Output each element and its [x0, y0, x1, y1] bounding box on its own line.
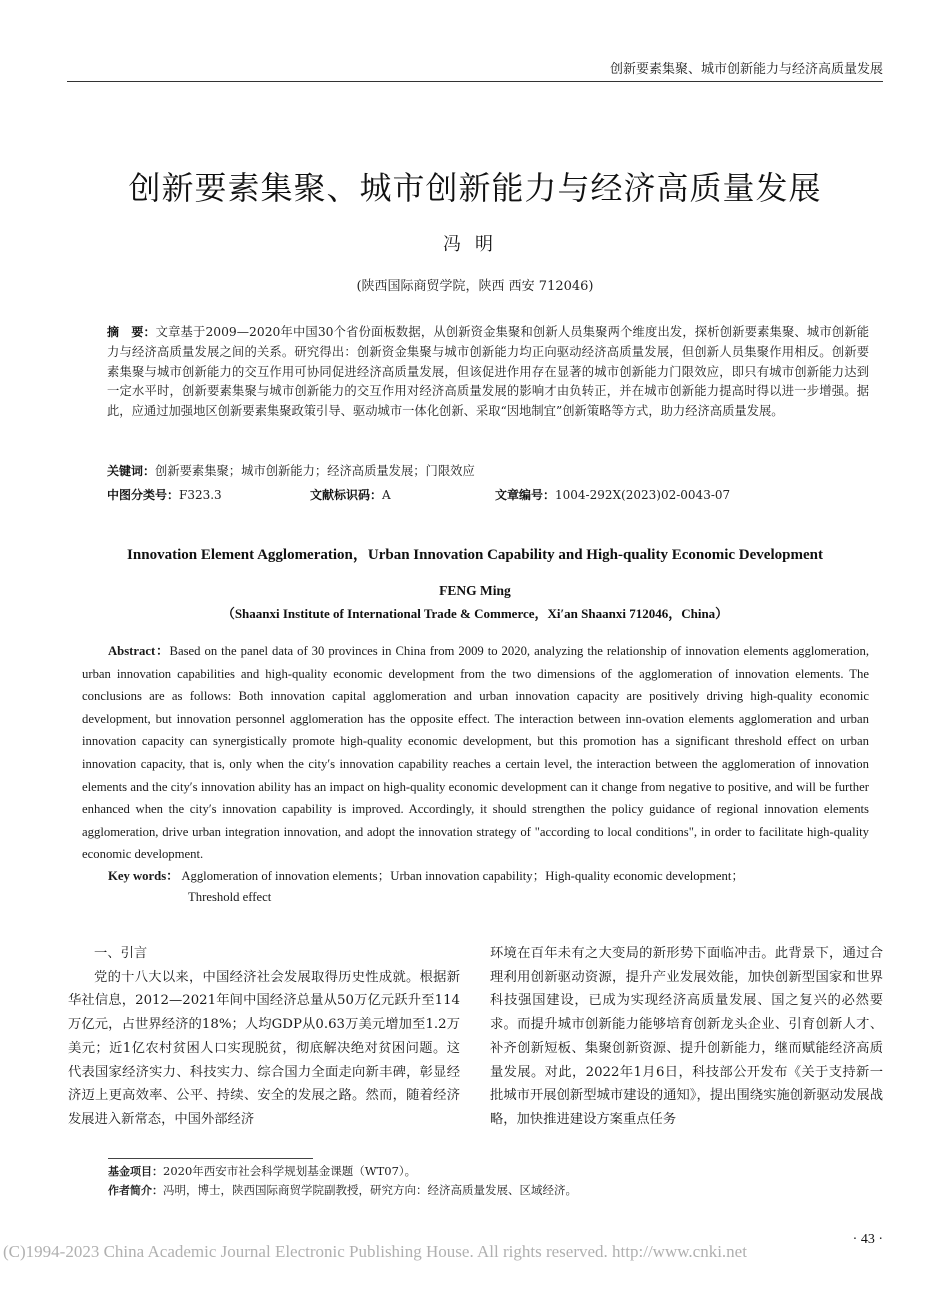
document-code-label: 文献标识码：	[310, 488, 383, 502]
abstract-en	[82, 640, 869, 866]
author-name-en: FENG Ming	[439, 583, 511, 598]
running-head: 创新要素集聚、城市创新能力与经济高质量发展	[609, 62, 883, 77]
affiliation-en: （Shaanxi Institute of International Trade & Commerce，Xi′an Shaanxi 712046，China）	[221, 606, 729, 621]
author-name-zh: 冯明	[443, 234, 507, 255]
affiliation-zh: (陕西国际商贸学院，陕西 西安 712046)	[356, 279, 594, 294]
body-column-left	[68, 942, 460, 1132]
footnote-rule	[108, 1158, 313, 1159]
abstract-zh	[107, 323, 869, 422]
keywords-en-line1	[108, 866, 869, 887]
classification-line	[107, 486, 869, 504]
footnote-fund-text: 2020年西安市社会科学规划基金课题（WT07）。	[163, 1164, 417, 1178]
body-paragraph-left: 党的十八大以来，中国经济社会发展取得历史性成就。根据新华社信息，2012—2021年间中国经济总量从50万亿元跃升至114万亿元，占世界经济的18%；人均GDP从0.63万美元增加至1.2万美元；近1亿农村贫困人口实现脱贫，彻底解决绝对贫困问题。这代表国家经济实力、科技实力、综合国力全面走向新丰碑，彰显经济迈上更高效率、公平、持续、安全的发展之路。然而，随着经济发展进入新常态，中国外部经济	[68, 969, 460, 1127]
section-heading-introduction: 一、引言	[94, 946, 148, 961]
footnote-fund-label: 基金项目：	[108, 1165, 163, 1178]
header-rule	[67, 81, 883, 82]
document-code	[310, 486, 391, 503]
footnote-author-text: 冯明，博士，陕西国际商贸学院副教授，研究方向：经济高质量发展、区域经济。	[163, 1183, 577, 1197]
keywords-en	[108, 866, 869, 908]
article-number-value: 1004-292X(2023)02-0043-07	[555, 488, 731, 502]
keywords-en-line2: Threshold effect	[188, 890, 272, 904]
footnote-author	[108, 1181, 883, 1200]
footnotes	[108, 1162, 883, 1200]
footnote-author-label: 作者简介：	[108, 1184, 163, 1197]
keywords-zh-label: 关键词：	[107, 464, 156, 478]
article-number	[495, 486, 730, 503]
body-column-right	[490, 942, 883, 1132]
abstract-en-text: Based on the panel data of 30 provinces in China from 2009 to 2020, analyzing the relationship of innovation elements agglomeration, urban innovation capabilities and high-quality economic development from the two dimensions of the agglomeration of innovation elements. The conclusions are as follows: Both innovation capital agglomeration and urban innovation capacity are positively driving high-quality economic development, but innovation personnel agglomeration has the opposite effect. The interaction between inn-ovation elements agglomeration and urban innovation capacity can synergistically promote high-quality economic development, but this promotion has a significant threshold effect on urban innovation capacity, that is, only when the city′s innovation capability reaches a certain level, the interaction between the agglomeration of innovation elements and the city′s innovation ability has an impact on high-quality economic development can it change from negative to positive, and will be further enhanced when the city′s innovation capability is improved. Accordingly, it should strengthen the policy guidance of regional innovation elements agglomeration, drive urban integration innovation, and adopt the innovation strategy of "according to local conditions", in order to facilitate high-quality economic development.	[82, 644, 869, 862]
keywords-en-text: Agglomeration of innovation elements；Urban innovation capability；High-quality economic development；	[181, 869, 745, 883]
copyright-watermark: (C)1994-2023 China Academic Journal Electronic Publishing House. All rights reserved. http://www.cnki.net	[3, 1242, 747, 1261]
body-paragraph-right: 环境在百年未有之大变局的新形势下面临冲击。此背景下，通过合理利用创新驱动资源，提升产业发展效能，加快创新型国家和世界科技强国建设，已成为实现经济高质量发展、国之复兴的必然要求。而提升城市创新能力能够培育创新龙头企业、引育创新人才、补齐创新短板、集聚创新资源、提升创新能力，继而赋能经济高质量发展。对此，2022年1月6日，科技部公开发布《关于支持新一批城市开展创新型城市建设的通知》，提出围绕实施创新驱动发展战略，加快推进建设方案重点任务	[490, 946, 883, 1127]
paper-title-en: Innovation Element Agglomeration，Urban Innovation Capability and High-quality Economic Development	[127, 547, 823, 563]
document-code-value: A	[382, 488, 391, 502]
paper-title-zh: 创新要素集聚、城市创新能力与经济高质量发展	[128, 169, 822, 207]
keywords-zh-text: 创新要素集聚；城市创新能力；经济高质量发展；门限效应	[155, 464, 475, 478]
abstract-zh-text: 文章基于2009—2020年中国30个省份面板数据，从创新资金集聚和创新人员集聚两个维度出发，探析创新要素集聚、城市创新能力与经济高质量发展之间的关系。研究得出：创新资金集聚与城市创新能力均正向驱动经济高质量发展，但创新人员集聚作用相反。创新要素集聚与城市创新能力的交互作用可协同促进经济高质量发展，但该促进作用存在显著的城市创新能力门限效应，即只有城市创新能力达到一定水平时，创新要素集聚与城市创新能力的交互作用对经济高质量发展的影响才由负转正，并在城市创新能力提高时得以进一步增强。据此，应通过加强地区创新要素集聚政策引导、驱动城市一体化创新、采取“因地制宜”创新策略等方式，助力经济高质量发展。	[107, 325, 869, 419]
footnote-fund	[108, 1162, 883, 1181]
clc-label: 中图分类号：	[107, 488, 180, 502]
keywords-en-label: Key words：	[108, 869, 179, 883]
clc-value: F323.3	[179, 488, 222, 502]
page-number: · 43 ·	[852, 1232, 883, 1247]
abstract-zh-label: 摘 要：	[107, 325, 156, 339]
clc-number	[107, 486, 222, 503]
keywords-zh	[107, 461, 869, 479]
abstract-en-label: Abstract：	[108, 644, 170, 658]
article-number-label: 文章编号：	[495, 488, 556, 502]
